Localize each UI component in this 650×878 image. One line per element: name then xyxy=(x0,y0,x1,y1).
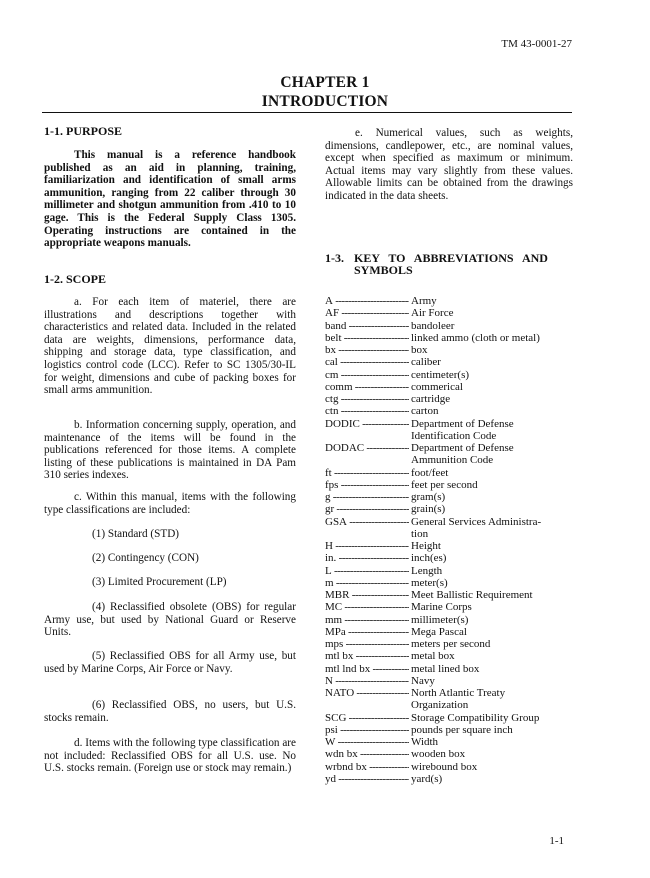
abbreviation-value: Army xyxy=(411,295,437,307)
section-purpose-heading: 1-1. PURPOSE xyxy=(44,124,122,138)
abbreviation-key: MBR ----- xyxy=(325,589,409,601)
abbreviation-key: bx ----- xyxy=(325,344,409,356)
abbreviation-key: comm ----- xyxy=(325,381,409,393)
abbreviation-value: Air Force xyxy=(411,307,454,320)
abbreviation-key: MPa ----- xyxy=(325,626,409,638)
abbreviation-value: bandoleer xyxy=(411,319,455,332)
abbreviation-value: tion xyxy=(411,527,429,540)
abbreviation-value: Meet Ballistic Requirement xyxy=(411,589,533,601)
abbreviation-value: metal box xyxy=(411,650,455,663)
abbreviation-key: cm ----- xyxy=(325,369,409,381)
abbreviation-value: Mega Pascal xyxy=(411,625,467,638)
abbreviation-value: meter(s) xyxy=(411,576,448,589)
abbreviation-key: GSA ----- xyxy=(325,516,409,528)
abbreviation-key: mm ----- xyxy=(325,614,409,626)
scope-paragraph-c: c. Within this manual, items with the following type classifications are included: xyxy=(44,491,296,516)
abbreviation-key: mtl lnd bx ----- xyxy=(325,663,409,675)
abbreviation-key: m ----- xyxy=(325,577,409,589)
abbreviation-key: wrbnd bx ----- xyxy=(325,761,409,773)
abbreviation-value: carton xyxy=(411,405,439,418)
abbreviation-key: mps ----- xyxy=(325,638,409,650)
abbreviation-value: North Atlantic Treaty xyxy=(411,687,506,699)
classification-item-3: (3) Limited Procurement (LP) xyxy=(92,576,227,588)
abbreviation-value: Navy xyxy=(411,674,435,687)
abbreviation-key: W ----- xyxy=(325,736,409,748)
abbreviation-value: wirebound box xyxy=(411,760,478,773)
purpose-paragraph: This manual is a reference handbook published as an aid in planning, training, familiarization and identification of small arms ammunition, ranging from 22 caliber through 30 millimeter and shotgun ammunition from .410 to 10 gage. This is the Federal Supply Class 1305. Operating instructions are contained in the appropriate weapons manuals. xyxy=(44,149,296,250)
abbreviation-value: General Services Administra- xyxy=(411,515,542,528)
abbreviation-key: band ----- xyxy=(325,320,409,332)
abbreviation-value: Storage Compatibility Group xyxy=(411,711,540,724)
classification-item-5: (5) Reclassified OBS for all Army use, but used by Marine Corps, Air Force or Navy. xyxy=(44,650,296,675)
abbreviation-key: wdn bx ----- xyxy=(325,748,409,760)
abbreviation-value: yard(s) xyxy=(411,772,443,785)
abbreviation-key: g ----- xyxy=(325,491,409,503)
abbreviation-key: ctn ----- xyxy=(325,405,409,417)
section-key-heading-number: 1-3. xyxy=(325,251,344,265)
document-code: TM 43-0001-27 xyxy=(501,38,572,50)
abbreviation-value: pounds per square inch xyxy=(411,723,513,736)
section-key-heading-line1: KEY TO ABBREVIATIONS AND xyxy=(354,251,548,265)
abbreviation-key: cal ----- xyxy=(325,356,409,368)
abbreviation-value: inch(es) xyxy=(411,552,447,565)
classification-item-6: (6) Reclassified OBS, no users, but U.S. stocks remain. xyxy=(44,699,296,724)
abbreviation-value: Department of Defense xyxy=(411,442,514,454)
abbreviation-value: Height xyxy=(411,540,441,552)
abbreviation-key: AF ----- xyxy=(325,307,409,319)
abbreviation-key: L ----- xyxy=(325,565,409,577)
scope-paragraph-b: b. Information concerning supply, operation, and maintenance of the items will be found in the publications referenced for those items. A complete listing of these publications is maintained in DA Pam 310 series indexes. xyxy=(44,419,296,482)
abbreviation-key: DODIC ----- xyxy=(325,418,409,430)
abbreviation-value: gram(s) xyxy=(411,491,446,503)
classification-item-4: (4) Reclassified obsolete (OBS) for regular Army use, but used by National Guard or Reserve Units. xyxy=(44,601,296,639)
abbreviation-key: A ----- xyxy=(325,295,409,307)
abbreviation-value: cartridge xyxy=(411,393,451,405)
abbreviation-value: millimeter(s) xyxy=(411,613,469,626)
abbreviation-value: Identification Code xyxy=(411,429,497,442)
abbreviation-key: gr ----- xyxy=(325,503,409,515)
title-rule xyxy=(42,112,572,113)
abbreviation-value: linked ammo (cloth or metal) xyxy=(411,331,540,344)
abbreviation-value: centimeter(s) xyxy=(411,368,470,381)
abbreviation-value: foot/feet xyxy=(411,466,449,479)
classification-item-1: (1) Standard (STD) xyxy=(92,528,179,540)
abbreviation-value: meters per second xyxy=(411,638,491,650)
classification-item-2: (2) Contingency (CON) xyxy=(92,552,199,564)
abbreviation-key: yd ----- xyxy=(325,773,409,785)
abbreviation-value: Length xyxy=(411,564,443,577)
abbreviation-key: H ----- xyxy=(325,540,409,552)
chapter-title: INTRODUCTION xyxy=(261,93,389,110)
abbreviation-value: Organization xyxy=(411,699,469,712)
abbreviation-key: NATO ----- xyxy=(325,687,409,699)
abbreviation-value: caliber xyxy=(411,356,441,369)
abbreviation-value: Department of Defense xyxy=(411,417,514,430)
scope-paragraph-d: d. Items with the following type classification are not included: Reclassified OBS for all U.S. use. No U.S. stocks remain. (Foreign use or stock may remain.) xyxy=(44,737,296,775)
page-number: 1-1 xyxy=(549,835,564,847)
abbreviation-value: commerical xyxy=(411,380,463,393)
abbreviation-key: N ----- xyxy=(325,675,409,687)
abbreviation-value: grain(s) xyxy=(411,503,446,516)
section-key-heading-line2: SYMBOLS xyxy=(354,263,413,277)
abbreviation-key: ft ----- xyxy=(325,467,409,479)
abbreviation-value: Marine Corps xyxy=(411,601,472,614)
abbreviation-value: Width xyxy=(411,736,439,748)
scope-paragraph-a: a. For each item of materiel, there are illustrations and descriptions together with characteristics and related data. Included in the related data are weights, dimensions, performance data, shipping and storage data, type classification, and logistics control code (LCC). Refer to SC 1305/30-IL for weight, dimensions and cube of packing boxes for small arms ammunition. xyxy=(44,296,296,397)
abbreviation-key: belt ----- xyxy=(325,332,409,344)
abbreviation-value: feet per second xyxy=(411,478,478,491)
abbreviation-value: metal lined box xyxy=(411,662,480,675)
scope-paragraph-e: e. Numerical values, such as weights, dimensions, candlepower, etc., are nominal values, except when specified as maximum or minimum. Actual items may vary slightly from these values. Allowable limits can be obtained from the drawings indicated in the data sheets. xyxy=(325,127,573,202)
abbreviation-value: Ammunition Code xyxy=(411,454,494,467)
abbreviation-key: in. ----- xyxy=(325,552,409,564)
abbreviation-key: mtl bx ----- xyxy=(325,650,409,662)
abbreviation-key: ctg ----- xyxy=(325,393,409,405)
abbreviation-key: fps ----- xyxy=(325,479,409,491)
chapter-number: CHAPTER 1 xyxy=(280,74,370,91)
section-scope-heading: 1-2. SCOPE xyxy=(44,272,107,286)
abbreviation-key: DODAC ----- xyxy=(325,442,409,454)
abbreviation-key: MC ----- xyxy=(325,601,409,613)
abbreviation-value: box xyxy=(411,344,428,356)
abbreviation-value: wooden box xyxy=(411,748,466,761)
abbreviation-key: psi ----- xyxy=(325,724,409,736)
abbreviation-key: SCG ----- xyxy=(325,712,409,724)
